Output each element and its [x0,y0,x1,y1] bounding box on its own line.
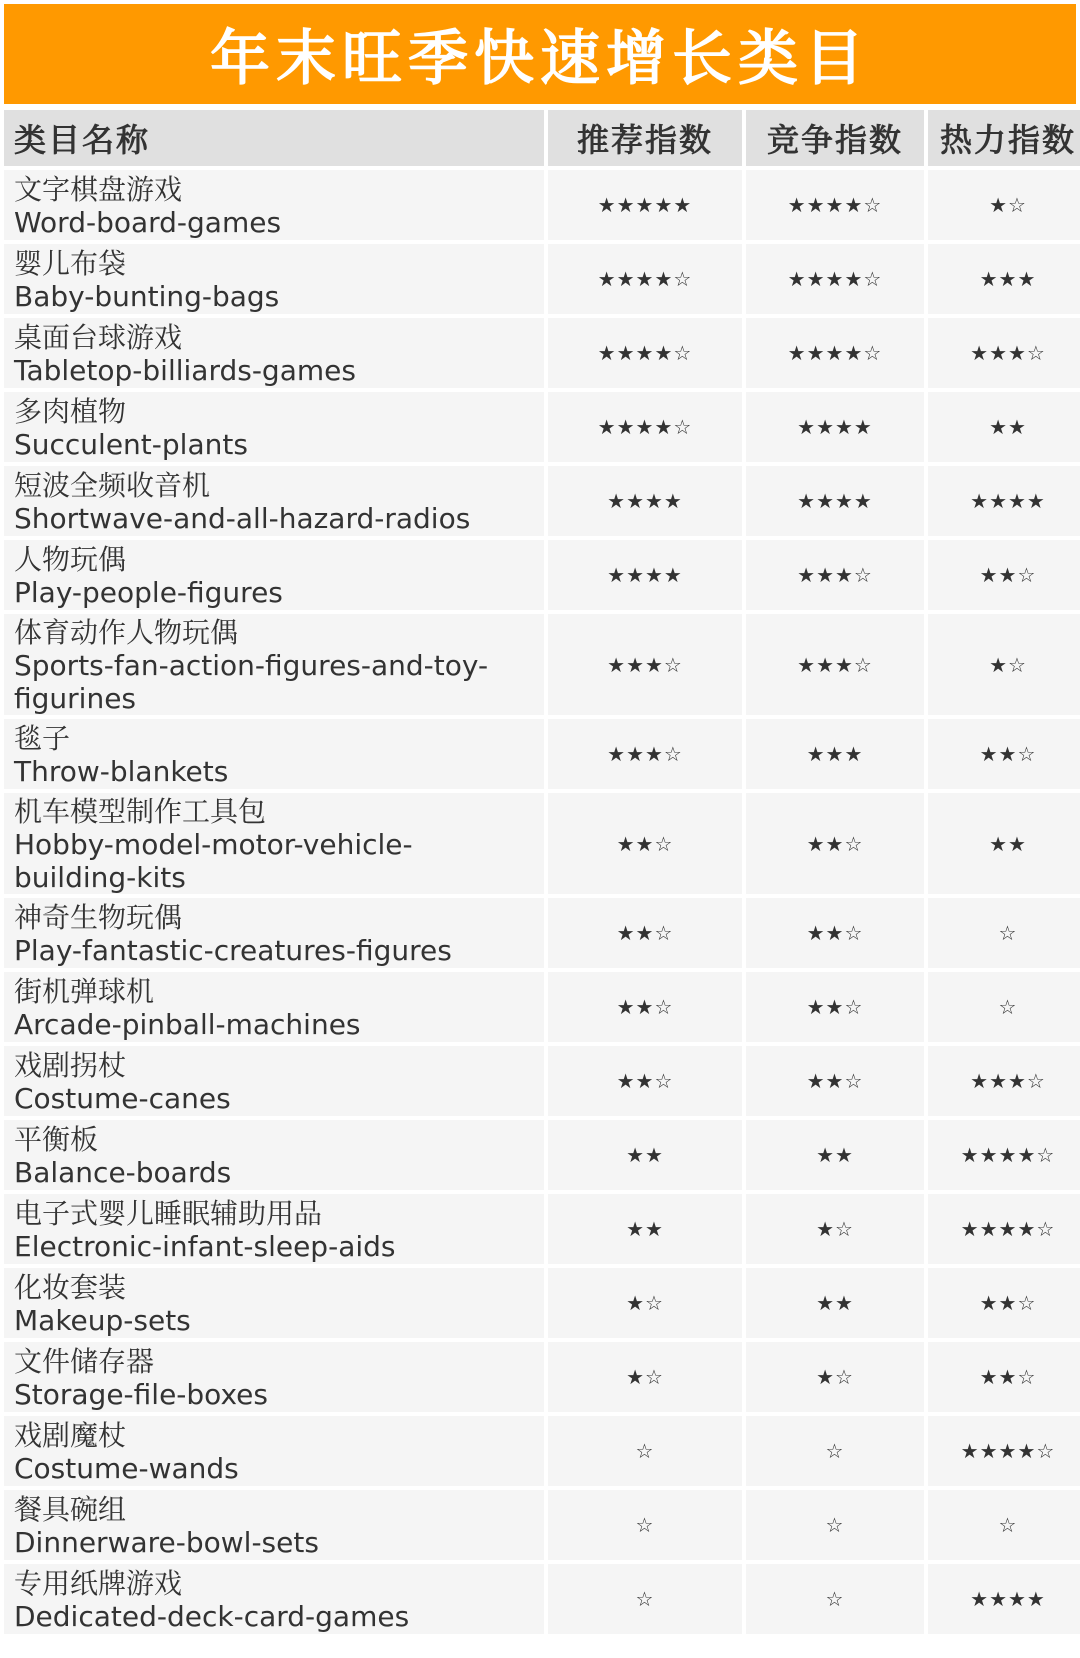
recommend-rating: ★★★★★ [548,170,742,240]
category-name-cn: 专用纸牌游戏 [14,1567,183,1600]
category-table [4,110,1076,1634]
recommend-rating: ★★☆ [548,972,742,1042]
competition-rating: ★★★★☆ [746,244,924,314]
heat-rating: ★★★★ [928,1564,1080,1634]
recommend-rating: ☆ [548,1416,742,1486]
category-name-cn: 文字棋盘游戏 [14,173,183,206]
recommend-rating: ★★☆ [548,1046,742,1116]
category-name-en: Throw-blankets [14,755,229,788]
column-header-competition: 竞争指数 [746,110,924,166]
column-header-name: 类目名称 [4,110,544,166]
heat-rating: ★★☆ [928,719,1080,789]
competition-rating: ★★★★ [746,392,924,462]
column-header-heat: 热力指数 [928,110,1080,166]
competition-rating: ★★☆ [746,898,924,968]
category-name-en: Sports-fan-action-figures-and-toy-figurines [14,649,489,715]
competition-rating: ☆ [746,1564,924,1634]
category-name-cell [4,614,544,715]
category-name-cell [4,392,544,462]
competition-rating: ★★★★☆ [746,170,924,240]
competition-rating: ★★☆ [746,1046,924,1116]
category-name-cn: 短波全频收音机 [14,469,211,502]
recommend-rating: ☆ [548,1564,742,1634]
category-name-cn: 多肉植物 [14,395,127,428]
recommend-rating: ★★☆ [548,793,742,894]
recommend-rating: ☆ [548,1490,742,1560]
category-name-en: Play-people-figures [14,576,283,609]
category-name-cn: 婴儿布袋 [14,247,127,280]
heat-rating: ★★★ [928,244,1080,314]
category-name-en: Succulent-plants [14,428,248,461]
competition-rating: ☆ [746,1490,924,1560]
category-name-en: Shortwave-and-all-hazard-radios [14,502,471,535]
recommend-rating: ★★★☆ [548,719,742,789]
heat-rating: ★★★★☆ [928,1194,1080,1264]
recommend-rating: ★★★★ [548,540,742,610]
heat-rating: ★★★☆ [928,1046,1080,1116]
category-name-cn: 人物玩偶 [14,543,127,576]
heat-rating: ☆ [928,1490,1080,1560]
category-name-cn: 体育动作人物玩偶 [14,616,239,649]
heat-rating: ★★☆ [928,1342,1080,1412]
page-title: 年末旺季快速增长类目 [210,24,870,94]
category-name-en: Electronic-infant-sleep-aids [14,1230,396,1263]
category-name-cell [4,466,544,536]
category-name-en: Play-fantastic-creatures-figures [14,934,452,967]
heat-rating: ★★★★☆ [928,1416,1080,1486]
category-name-en: Balance-boards [14,1156,232,1189]
competition-rating: ★★★ [746,719,924,789]
competition-rating: ★★☆ [746,793,924,894]
category-name-en: Makeup-sets [14,1304,191,1337]
recommend-rating: ★★★★ [548,466,742,536]
recommend-rating: ★★★★☆ [548,392,742,462]
heat-rating: ★★☆ [928,540,1080,610]
category-name-cell [4,1268,544,1338]
recommend-rating: ★☆ [548,1342,742,1412]
category-name-en: Dinnerware-bowl-sets [14,1526,319,1559]
category-name-cell [4,972,544,1042]
category-name-cn: 文件储存器 [14,1345,155,1378]
column-header-recommend: 推荐指数 [548,110,742,166]
category-name-cell [4,318,544,388]
recommend-rating: ★★★★☆ [548,318,742,388]
category-name-en: Dedicated-deck-card-games [14,1600,410,1633]
competition-rating: ★★★★☆ [746,318,924,388]
category-name-cell [4,1564,544,1634]
category-name-cell [4,1120,544,1190]
category-name-en: Baby-bunting-bags [14,280,280,313]
category-name-en: Storage-file-boxes [14,1378,268,1411]
category-name-cell [4,540,544,610]
title-banner [4,4,1076,104]
competition-rating: ★★★★ [746,466,924,536]
category-name-cn: 街机弹球机 [14,975,155,1008]
category-name-cn: 化妆套装 [14,1271,127,1304]
competition-rating: ★★ [746,1268,924,1338]
competition-rating: ★☆ [746,1194,924,1264]
heat-rating: ★★ [928,793,1080,894]
heat-rating: ☆ [928,972,1080,1042]
category-name-cell [4,898,544,968]
competition-rating: ★☆ [746,1342,924,1412]
category-name-en: Arcade-pinball-machines [14,1008,361,1041]
competition-rating: ★★☆ [746,972,924,1042]
category-name-cn: 桌面台球游戏 [14,321,183,354]
category-name-en: Costume-wands [14,1452,239,1485]
heat-rating: ★★★★☆ [928,1120,1080,1190]
category-name-cn: 平衡板 [14,1123,99,1156]
recommend-rating: ★★ [548,1120,742,1190]
heat-rating: ★★★☆ [928,318,1080,388]
recommend-rating: ★★☆ [548,898,742,968]
category-name-cell [4,719,544,789]
category-name-cell [4,1342,544,1412]
competition-rating: ☆ [746,1416,924,1486]
recommend-rating: ★☆ [548,1268,742,1338]
heat-rating: ★★☆ [928,1268,1080,1338]
heat-rating: ★☆ [928,614,1080,715]
category-name-en: Word-board-games [14,206,282,239]
competition-rating: ★★★☆ [746,540,924,610]
recommend-rating: ★★ [548,1194,742,1264]
heat-rating: ★★★★ [928,466,1080,536]
category-name-cell [4,244,544,314]
category-name-cell [4,1194,544,1264]
heat-rating: ★☆ [928,170,1080,240]
category-name-cell [4,1416,544,1486]
category-name-cell [4,1490,544,1560]
heat-rating: ☆ [928,898,1080,968]
category-name-cell [4,170,544,240]
category-name-cell [4,1046,544,1116]
category-name-cn: 毯子 [14,722,71,755]
recommend-rating: ★★★☆ [548,614,742,715]
heat-rating: ★★ [928,392,1080,462]
competition-rating: ★★ [746,1120,924,1190]
competition-rating: ★★★☆ [746,614,924,715]
category-name-en: Hobby-model-motor-vehicle-building-kits [14,828,413,894]
category-name-cn: 神奇生物玩偶 [14,901,183,934]
category-name-cn: 电子式婴儿睡眠辅助用品 [14,1197,323,1230]
recommend-rating: ★★★★☆ [548,244,742,314]
category-name-cn: 机车模型制作工具包 [14,795,267,828]
category-name-cn: 餐具碗组 [14,1493,127,1526]
category-name-cn: 戏剧拐杖 [14,1049,127,1082]
category-name-en: Tabletop-billiards-games [14,354,356,387]
category-name-cell [4,793,544,894]
category-name-en: Costume-canes [14,1082,231,1115]
category-name-cn: 戏剧魔杖 [14,1419,127,1452]
